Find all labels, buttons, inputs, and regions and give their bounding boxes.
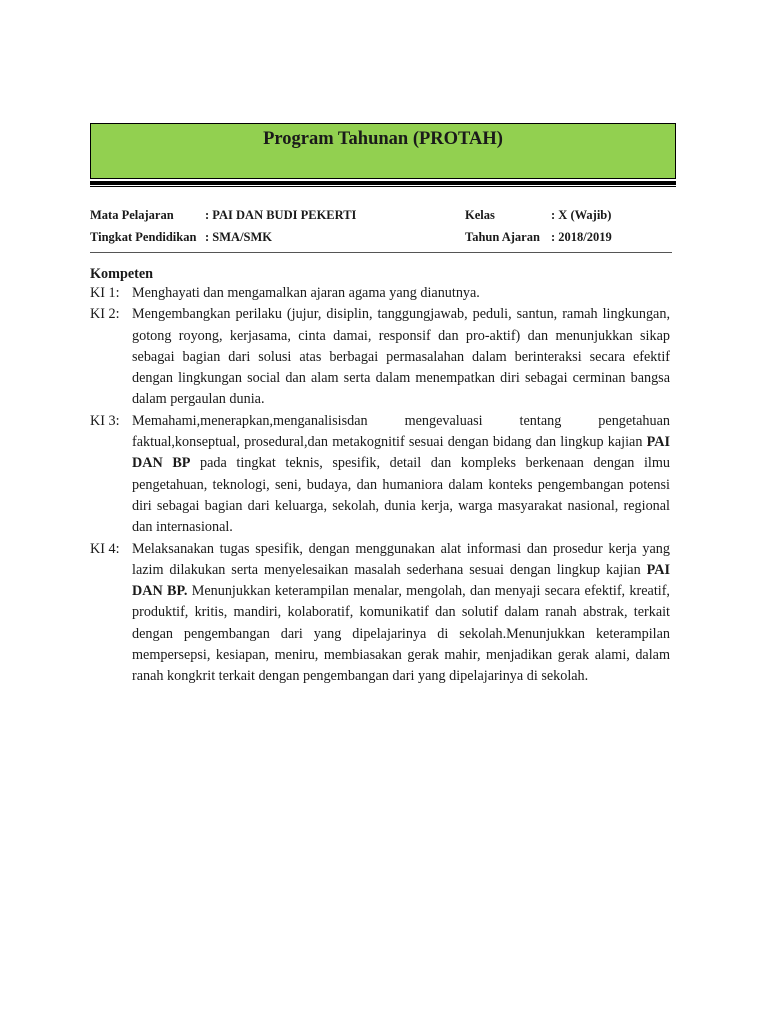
title-divider-thin: [90, 186, 676, 187]
info-row-2: [90, 230, 670, 252]
mata-pelajaran-value: : PAI DAN BUDI PEKERTI: [205, 208, 357, 222]
ki-item-3: [90, 411, 670, 539]
ki-text-part: Menunjukkan keterampilan menalar, mengolah, dan menyaji secara efektif, kreatif, produktif, kritis, mandiri, kolaboratif, komunikatif dan solutif dalam ranah abstrak, terkait dengan pengembangan dari yang dipelajarinya di sekolah.Menunjukkan keterampilan mempersepsi, kesiapan, meniru, membiasakan gerak mahir, menjadikan gerak alami, dalam ranah kongkrit terkait dengan pengembangan dari yang dipelajarinya di sekolah.: [132, 583, 670, 685]
ki-subject-bold: PAI DAN BP.: [132, 561, 670, 600]
ki-text-part: pada tingkat teknis, spesifik, detail dan kompleks berkenaan dengan ilmu pengetahuan, teknologi, seni, budaya, dan humaniora dalam konteks pengembangan potensi diri sebagai bagian dari keluarga, sekolah, dunia kerja, warga masyarakat nasional, regional dan internasional.: [132, 455, 670, 536]
ki-item-1: [90, 283, 670, 304]
ki-label: KI 4:: [90, 540, 120, 557]
ki-list: [90, 283, 670, 688]
kelas-label: Kelas: [465, 208, 495, 222]
tahun-ajaran-label: Tahun Ajaran: [465, 230, 540, 244]
ki-item-4: [90, 539, 670, 688]
ki-text-part: Melaksanakan tugas spesifik, dengan menggunakan alat informasi dan prosedur kerja yang lazim dilakukan serta menyelesaikan masalah sederhana sesuai dengan lingkup kajian: [132, 540, 670, 578]
info-table: [90, 208, 670, 252]
ki-text: Mengembangkan perilaku (jujur, disiplin, tanggungjawab, peduli, santun, ramah lingkungan, gotong royong, kerjasama, cinta damai, responsif dan pro-aktif) dan menunjukkan sikap sebagai bagian dari solusi atas berbagai permasalahan dalam berinteraksi secara efektif dengan lingkungan social dan alam serta dalam menempatkan diri sebagai cerminan bangsa dalam pergaulan dunia.: [132, 306, 670, 408]
info-row-1: [90, 208, 670, 230]
ki-item-2: [90, 304, 670, 410]
kompetensi-heading: Kompeten: [90, 266, 154, 282]
ki-text: Menghayati dan mengamalkan ajaran agama yang dianutnya.: [132, 285, 480, 301]
ki-label: KI 1:: [90, 285, 120, 301]
document-title: Program Tahunan (PROTAH): [263, 129, 503, 149]
tahun-ajaran-value: : 2018/2019: [551, 230, 612, 244]
mata-pelajaran-label: Mata Pelajaran: [90, 208, 174, 222]
ki-label: KI 2:: [90, 306, 120, 323]
title-divider-thick: [90, 181, 676, 185]
tingkat-pendidikan-value: : SMA/SMK: [205, 230, 273, 244]
info-divider: [90, 252, 672, 253]
ki-subject-bold: PAI DAN BP: [132, 434, 670, 472]
tingkat-pendidikan-label: Tingkat Pendidikan: [90, 230, 197, 244]
kelas-value: : X (Wajib): [551, 208, 612, 222]
title-banner: [90, 123, 676, 179]
ki-label: KI 3:: [90, 412, 120, 429]
ki-text-part: Memahami,menerapkan,menganalisisdan mengevaluasi tentang pengetahuan faktual,konseptual, prosedural,dan metakognitif sesuai dengan bidang dan lingkup kajian: [132, 412, 670, 451]
ki-text: [132, 539, 670, 688]
document-page: [90, 123, 670, 688]
ki-text: [132, 411, 670, 539]
